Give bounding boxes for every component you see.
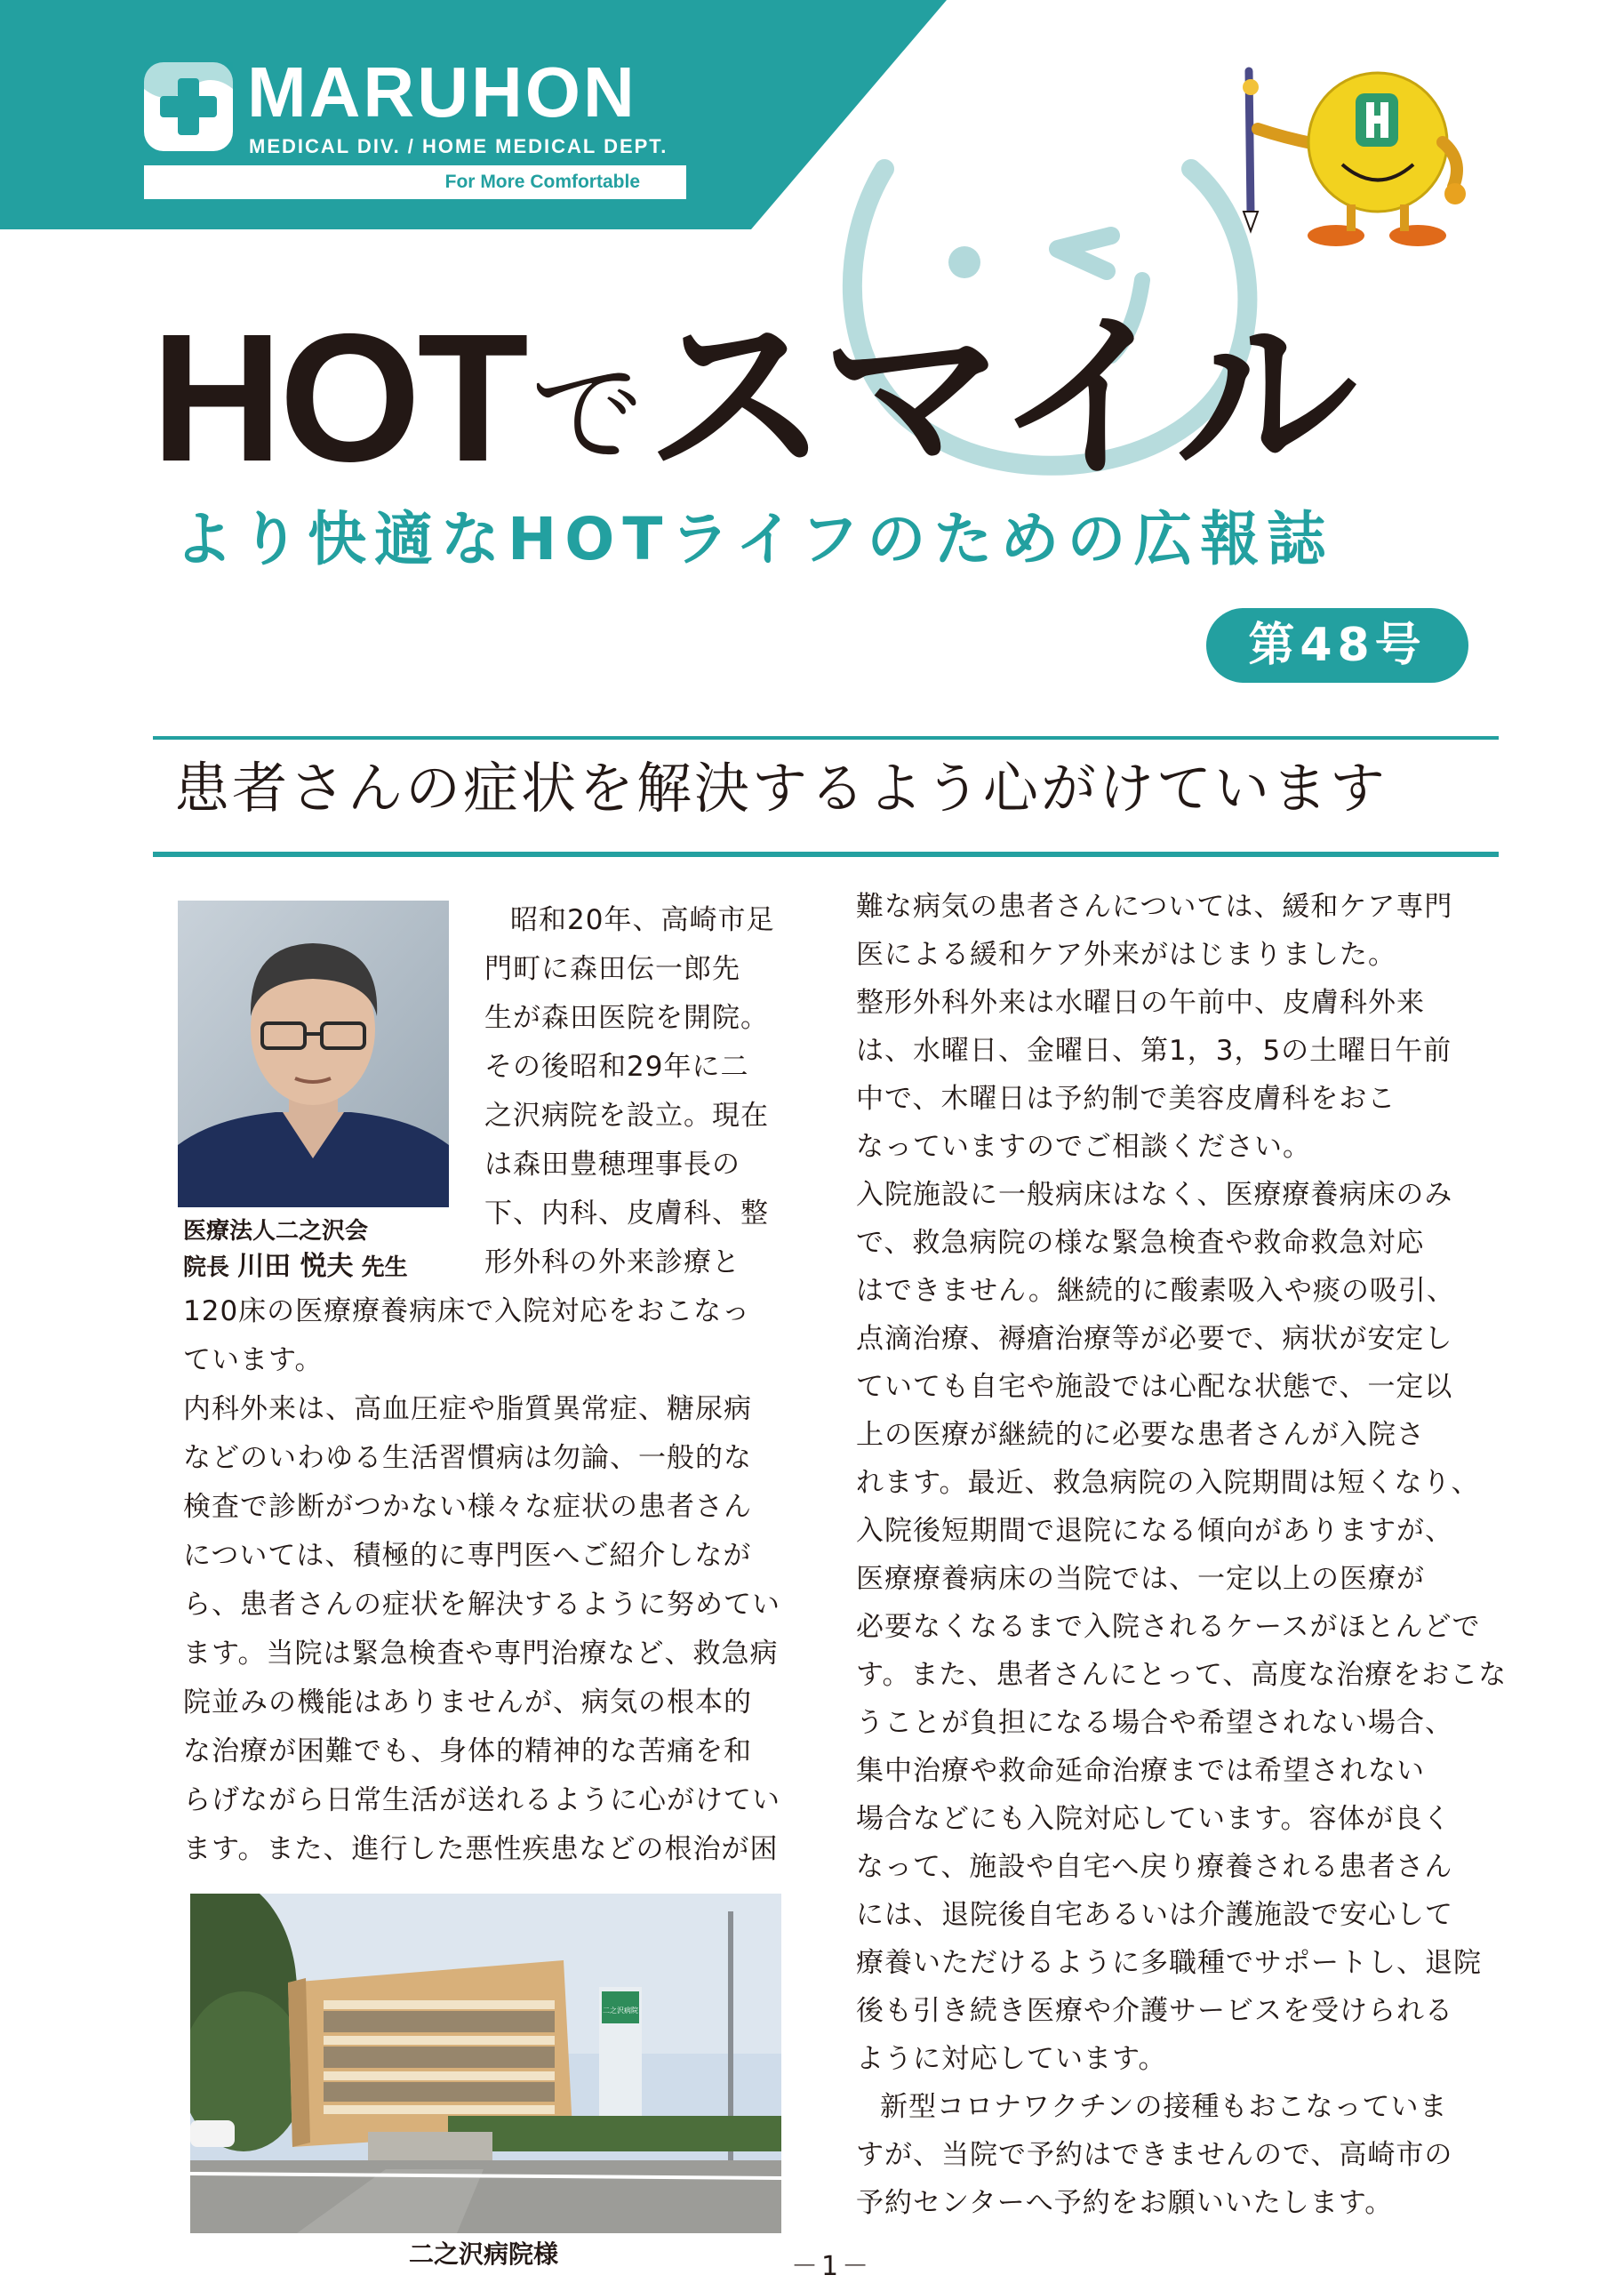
hospital-building-photo (190, 1894, 781, 2233)
text-line: で、救急病院の様な緊急検査や救命救急対応 (856, 1227, 1425, 1259)
text-line: 整形外科外来は水曜日の午前中、皮膚科外来 (856, 987, 1425, 1019)
masthead-subtitle: より快適なHOTライフのための広報誌 (174, 505, 1334, 573)
title-smile: スマイル (645, 296, 1354, 500)
portrait-caption-role: 院長 (183, 1254, 230, 1281)
text-line: 集中治療や救命延命治療までは希望されない (856, 1755, 1425, 1787)
brand-name: MARUHON (247, 52, 637, 132)
text-line: 点滴治療、褥瘡治療等が必要で、病状が安定し (856, 1323, 1453, 1355)
text-line: ています。 (183, 1344, 324, 1376)
portrait-caption-name: 川田 悦夫 (237, 1251, 354, 1282)
doctor-portrait-photo (178, 901, 449, 1207)
text-line: すが、当院で予約はできませんので、高崎市の (856, 2139, 1453, 2171)
mascot-icon (1231, 62, 1498, 267)
text-line: ら、患者さんの症状を解決するように努めてい (183, 1589, 780, 1621)
text-line: らげながら日常生活が送れるように心がけてい (183, 1784, 780, 1816)
text-line: なっていますのでご相談ください。 (856, 1131, 1311, 1163)
text-line: 下、内科、皮膚科、整 (484, 1198, 769, 1230)
text-line: 之沢病院を設立。現在 (484, 1100, 769, 1132)
headline-bottom-rule (153, 852, 1499, 857)
title-de: で (530, 351, 641, 478)
text-line: その後昭和29年に二 (484, 1051, 749, 1083)
text-line: 医による緩和ケア外来がはじまりました。 (856, 939, 1396, 971)
text-line: 後も引き続き医療や介護サービスを受けられる (856, 1995, 1453, 2027)
masthead-title (151, 296, 1354, 500)
text-line: す。また、患者さんにとって、高度な治療をおこな (856, 1659, 1508, 1691)
text-line: 120床の医療療養病床で入院対応をおこなっ (183, 1295, 751, 1327)
text-line: ます。また、進行した悪性疾患などの根治が困 (183, 1833, 779, 1865)
text-line: 難な病気の患者さんについては、緩和ケア専門 (856, 891, 1453, 923)
text-line: 新型コロナワクチンの接種もおこなっていま (880, 2091, 1448, 2123)
maruhon-logo-icon (144, 62, 233, 151)
text-line: はできません。継続的に酸素吸入や痰の吸引、 (856, 1275, 1455, 1307)
text-line: な治療が困難でも、身体的精神的な苦痛を和 (183, 1735, 752, 1767)
hospital-photo-caption: 二之沢病院様 (409, 2239, 559, 2269)
text-line: 療養いただけるように多職種でサポートし、退院 (856, 1947, 1482, 1979)
text-line: 内科外来は、高血圧症や脂質異常症、糖尿病 (183, 1393, 752, 1425)
text-line: は森田豊穂理事長の (484, 1149, 740, 1181)
brand-tagline: For More Comfortable (444, 172, 640, 192)
text-line: ていても自宅や施設では心配な状態で、一定以 (856, 1371, 1453, 1403)
text-line: 予約センターへ予約をお願いいたします。 (856, 2187, 1394, 2219)
portrait-caption-name-line (183, 1251, 408, 1282)
headline-top-rule (153, 736, 1499, 740)
portrait-caption-org: 医療法人二之沢会 (183, 1218, 369, 1245)
text-line: なって、施設や自宅へ戻り療養される患者さん (856, 1851, 1453, 1883)
portrait-caption-honorific: 先生 (361, 1254, 408, 1281)
text-line: 医療療養病床の当院では、一定以上の医療が (856, 1563, 1425, 1595)
text-line: ように対応しています。 (856, 2043, 1167, 2075)
text-line: 昭和20年、高崎市足 (510, 904, 775, 936)
text-line: 入院施設に一般病床はなく、医療療養病床のみ (856, 1179, 1453, 1211)
text-line: 生が森田医院を開院。 (484, 1002, 769, 1034)
text-line: 門町に森田伝一郎先 (484, 953, 740, 985)
text-line: には、退院後自宅あるいは介護施設で安心して (856, 1899, 1453, 1931)
text-line: 院並みの機能はありませんが、病気の根本的 (183, 1686, 752, 1718)
text-line: 上の医療が継続的に必要な患者さんが入院さ (856, 1419, 1425, 1451)
text-line: は、水曜日、金曜日、第1，3，5の土曜日午前 (856, 1035, 1452, 1067)
brand-tagline-bar (144, 165, 686, 199)
text-line: 必要なくなるまで入院されるケースがほとんどで (856, 1611, 1481, 1643)
title-hot: HOT (151, 296, 525, 500)
text-line: れます。最近、救急病院の入院期間は短くなり、 (856, 1467, 1480, 1499)
text-line: などのいわゆる生活習慣病は勿論、一般的な (183, 1442, 752, 1474)
brand-division: MEDICAL DIV. / HOME MEDICAL DEPT. (249, 135, 668, 157)
text-line: については、積極的に専門医へご紹介しなが (183, 1540, 752, 1572)
text-line: うことが負担になる場合や希望されない場合、 (856, 1707, 1453, 1739)
text-line: ます。当院は緊急検査や専門治療など、救急病 (183, 1638, 779, 1670)
text-line: 形外科の外来診療と (484, 1246, 740, 1278)
issue-badge: 第48号 (1206, 608, 1468, 683)
text-line: 検査で診断がつかない様々な症状の患者さん (183, 1491, 752, 1523)
page-number: －1－ (791, 2251, 873, 2282)
article-headline: 患者さんの症状を解決するよう心がけています (174, 756, 1388, 821)
hospital-sign-text: 二之沢病院 (603, 2007, 638, 2015)
text-line: 場合などにも入院対応しています。容体が良く (856, 1803, 1452, 1835)
text-line: 入院後短期間で退院になる傾向がありますが、 (856, 1515, 1453, 1547)
text-line: 中で、木曜日は予約制で美容皮膚科をおこ (856, 1083, 1396, 1115)
